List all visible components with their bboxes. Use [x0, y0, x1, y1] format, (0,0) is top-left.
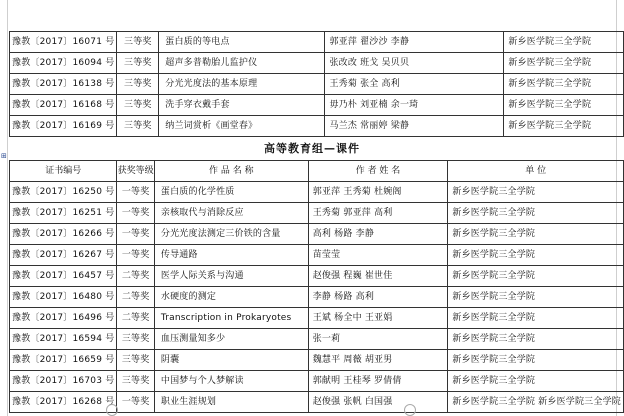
cell-award: 二等奖 — [117, 308, 154, 329]
decorative-circle — [404, 404, 416, 416]
cell-title: 分光光度法的基本原理 — [159, 74, 325, 95]
cell-award: 二等奖 — [117, 266, 154, 287]
table-row — [10, 116, 624, 137]
cell-cert: 豫教〔2017〕16457 号 — [10, 266, 117, 287]
cell-unit: 新乡医学院三全学院 — [504, 32, 624, 53]
cell-award: 一等奖 — [117, 245, 154, 266]
cell-unit: 新乡医学院三全学院 — [448, 308, 624, 329]
awards-table-courseware — [9, 160, 624, 413]
table-row — [10, 182, 624, 203]
cell-award: 三等奖 — [117, 329, 154, 350]
decorative-circle — [106, 404, 118, 416]
cell-authors: 马兰杰 常丽婷 梁静 — [325, 116, 504, 137]
header-unit: 单 位 — [448, 161, 624, 182]
header-title: 作 品 名 称 — [154, 161, 308, 182]
cell-award: 三等奖 — [117, 53, 159, 74]
paragraph-mark-icon: ⊞ — [1, 152, 7, 160]
cell-cert: 豫教〔2017〕16071 号 — [10, 32, 117, 53]
cell-authors: 郭献明 王桂琴 罗倩倩 — [308, 371, 448, 392]
cell-unit: 新乡医学院三全学院 — [504, 116, 624, 137]
cell-cert: 豫教〔2017〕16496 号 — [10, 308, 117, 329]
cell-award: 一等奖 — [117, 224, 154, 245]
table-row — [10, 308, 624, 329]
cell-unit: 新乡医学院三全学院 — [448, 371, 624, 392]
header-authors: 作 者 姓 名 — [308, 161, 448, 182]
cell-cert: 豫教〔2017〕16480 号 — [10, 287, 117, 308]
cell-authors: 赵俊强 张帆 白国强 — [308, 392, 448, 413]
cell-cert: 豫教〔2017〕16266 号 — [10, 224, 117, 245]
cell-title: 血压测量知多少 — [154, 329, 308, 350]
header-cert: 证书编号 — [10, 161, 117, 182]
cell-award: 三等奖 — [117, 371, 154, 392]
cell-unit: 新乡医学院三全学院 — [448, 203, 624, 224]
cell-authors: 赵俊强 程巍 崔世佳 — [308, 266, 448, 287]
cell-title: 职业生涯规划 — [154, 392, 308, 413]
table-row — [10, 203, 624, 224]
cell-title: 医学人际关系与沟通 — [154, 266, 308, 287]
cell-authors: 魏慧平 周薇 胡亚男 — [308, 350, 448, 371]
cell-cert: 豫教〔2017〕16250 号 — [10, 182, 117, 203]
table-row — [10, 32, 624, 53]
table-row — [10, 266, 624, 287]
cell-title: 水硬度的测定 — [154, 287, 308, 308]
cell-cert: 豫教〔2017〕16168 号 — [10, 95, 117, 116]
cell-cert: 豫教〔2017〕16251 号 — [10, 203, 117, 224]
cell-cert: 豫教〔2017〕16094 号 — [10, 53, 117, 74]
cell-unit: 新乡医学院三全学院 — [448, 266, 624, 287]
cell-authors: 李静 杨路 高利 — [308, 287, 448, 308]
awards-table-top — [9, 31, 624, 137]
cell-award: 二等奖 — [117, 287, 154, 308]
cell-authors: 王秀菊 郭亚萍 高利 — [308, 203, 448, 224]
cell-award: 三等奖 — [117, 32, 159, 53]
cell-title: 蛋白质的化学性质 — [154, 182, 308, 203]
cell-unit: 新乡医学院三全学院 — [448, 224, 624, 245]
cell-unit: 新乡医学院三全学院 — [448, 245, 624, 266]
section-title: 高等教育组—课件 — [264, 142, 360, 155]
cell-authors: 张改改 班戈 吴贝贝 — [325, 53, 504, 74]
table-row — [10, 329, 624, 350]
cell-unit: 新乡医学院三全学院 新乡医学院三全学院 — [448, 392, 624, 413]
cell-cert: 豫教〔2017〕16594 号 — [10, 329, 117, 350]
cell-authors: 高利 杨路 李静 — [308, 224, 448, 245]
cell-unit: 新乡医学院三全学院 — [504, 53, 624, 74]
awards-table-top-body — [10, 32, 624, 137]
cell-cert: 豫教〔2017〕16659 号 — [10, 350, 117, 371]
cell-cert: 豫教〔2017〕16268 号 — [10, 392, 117, 413]
cell-title: 蛋白质的等电点 — [159, 32, 325, 53]
table-row — [10, 74, 624, 95]
cell-title: 洗手穿衣戴手套 — [159, 95, 325, 116]
cell-title: 亲核取代与消除反应 — [154, 203, 308, 224]
table-row — [10, 224, 624, 245]
cell-title: 超声多普勒胎儿监护仪 — [159, 53, 325, 74]
cell-award: 一等奖 — [117, 203, 154, 224]
cell-cert: 豫教〔2017〕16169 号 — [10, 116, 117, 137]
cell-cert: 豫教〔2017〕16138 号 — [10, 74, 117, 95]
cell-unit: 新乡医学院三全学院 — [448, 350, 624, 371]
cell-authors: 张一莉 — [308, 329, 448, 350]
cell-authors: 郭亚萍 翟沙沙 李静 — [325, 32, 504, 53]
table-row — [10, 53, 624, 74]
cell-award: 三等奖 — [117, 95, 159, 116]
table-row — [10, 287, 624, 308]
cell-award: 三等奖 — [117, 74, 159, 95]
table-row — [10, 245, 624, 266]
page-frame-left — [7, 0, 8, 416]
header-award: 获奖等级 — [117, 161, 154, 182]
cell-unit: 新乡医学院三全学院 — [448, 287, 624, 308]
cell-title: 中国梦与个人梦解读 — [154, 371, 308, 392]
table-row — [10, 371, 624, 392]
table-row — [10, 392, 624, 413]
cell-authors: 王斌 杨全中 王亚娟 — [308, 308, 448, 329]
cell-cert: 豫教〔2017〕16703 号 — [10, 371, 117, 392]
cell-title: 阴囊 — [154, 350, 308, 371]
cell-unit: 新乡医学院三全学院 — [448, 182, 624, 203]
cell-authors: 毋乃朴 刘亚楠 余一琦 — [325, 95, 504, 116]
cell-award: 一等奖 — [117, 392, 154, 413]
cell-title: 纳兰词赏析《画堂春》 — [159, 116, 325, 137]
table-row — [10, 350, 624, 371]
table-header-row — [10, 161, 624, 182]
cell-authors: 王秀菊 张全 高利 — [325, 74, 504, 95]
cell-title: Transcription in Prokaryotes — [154, 308, 308, 329]
cell-authors: 苗莹莹 — [308, 245, 448, 266]
cell-award: 三等奖 — [117, 350, 154, 371]
cell-cert: 豫教〔2017〕16267 号 — [10, 245, 117, 266]
awards-table-courseware-body — [10, 182, 624, 413]
cell-unit: 新乡医学院三全学院 — [504, 74, 624, 95]
table-row — [10, 95, 624, 116]
cell-authors: 郭亚萍 王秀菊 杜婉阁 — [308, 182, 448, 203]
cell-title: 传导通路 — [154, 245, 308, 266]
cell-unit: 新乡医学院三全学院 — [448, 329, 624, 350]
cell-title: 分光光度法测定三价铁的含量 — [154, 224, 308, 245]
cell-award: 三等奖 — [117, 116, 159, 137]
cell-unit: 新乡医学院三全学院 — [504, 95, 624, 116]
cell-award: 一等奖 — [117, 182, 154, 203]
